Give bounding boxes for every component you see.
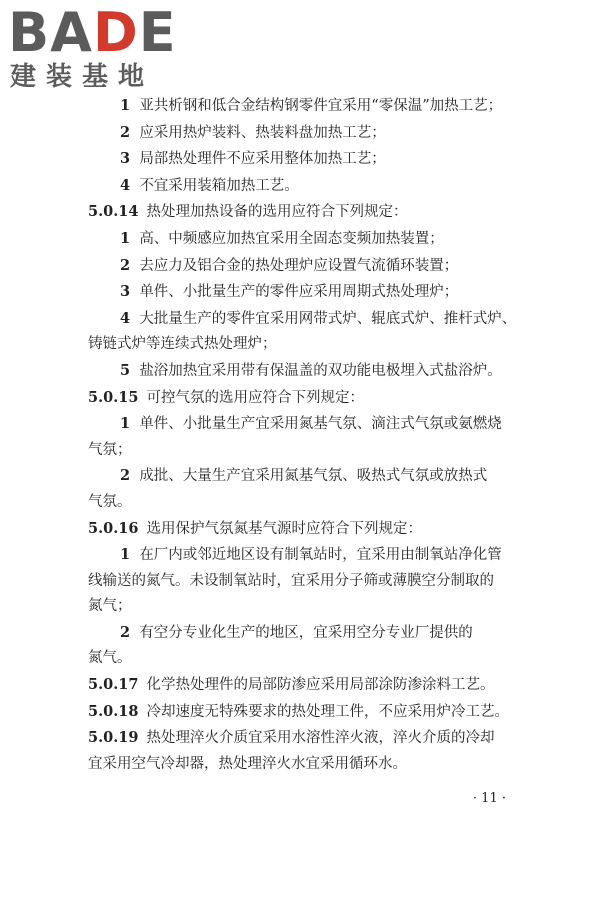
text-line: 3 局部热处理件不应采用整体加热工艺； xyxy=(120,150,386,168)
page-number: · 11 · xyxy=(472,791,506,806)
text-line: 4 不宜采用装箱加热工艺。 xyxy=(120,176,299,194)
text-line: 4 大批量生产的零件宜采用网带式炉、辊底式炉、推杆式炉、 xyxy=(120,309,517,327)
logo-subtitle: 建装基地 xyxy=(10,62,155,92)
text-line: 2 应采用热炉装料、热装料盘加热工艺； xyxy=(120,123,386,141)
text-line-continued: 宜采用空气冷却器，热处理淬火水宜采用循环水。 xyxy=(88,755,407,772)
text-line: 3 单件、小批量生产的零件应采用周期式热处理炉； xyxy=(120,283,459,301)
text-line: 1 在厂内或邻近地区设有制氧站时，宜采用由制氧站净化管 xyxy=(120,546,502,564)
clause-5-0-15: 5.0.15 可控气氛的选用应符合下列规定： xyxy=(88,388,364,406)
clause-5-0-18: 5.0.18 冷却速度无特殊要求的热处理工件，不应采用炉冷工艺。 xyxy=(88,702,509,720)
text-line: 2 成批、大量生产宜采用氮基气氛、吸热式气氛或放热式 xyxy=(120,467,488,485)
clause-5-0-16: 5.0.16 选用保护气氛氮基气源时应符合下列规定： xyxy=(88,519,422,537)
bade-logo xyxy=(8,1,178,96)
text-line: 1 单件、小批量生产宜采用氮基气氛、滴注式气氛或氨燃烧 xyxy=(120,415,502,433)
text-line-continued: 铸链式炉等连续式热处理炉； xyxy=(88,336,277,353)
clause-5-0-19: 5.0.19 热处理淬火介质宜采用水溶性淬火液，淬火介质的冷却 xyxy=(88,729,495,747)
text-line-continued: 气氛。 xyxy=(88,493,132,510)
text-line-continued: 氮气。 xyxy=(88,650,132,667)
text-line: 1 亚共析钢和低合金结构钢零件宜采用“零保温”加热工艺； xyxy=(120,97,503,114)
text-line-continued: 气氛； xyxy=(88,441,132,458)
text-line: 2 有空分专业化生产的地区，宜采用空分专业厂提供的 xyxy=(120,623,473,641)
text-line: 1 高、中频感应加热宜采用全固态变频加热装置； xyxy=(120,229,444,247)
page-body xyxy=(88,93,518,777)
clause-5-0-17: 5.0.17 化学热处理件的局部防渗应采用局部涂防渗涂料工艺。 xyxy=(88,676,495,694)
logo-wordmark: BADE xyxy=(8,1,177,64)
text-line: 2 去应力及铝合金的热处理炉应设置气流循环装置； xyxy=(120,256,459,274)
text-line-continued: 线输送的氮气。未设制氧站时，宜采用分子筛或薄膜空分制取的 xyxy=(88,572,494,589)
clause-5-0-14: 5.0.14 热处理加热设备的选用应符合下列规定： xyxy=(88,203,408,221)
text-line: 5 盐浴加热宜采用带有保温盖的双功能电极埋入式盐浴炉。 xyxy=(120,361,502,379)
text-line-continued: 氮气； xyxy=(88,598,132,615)
